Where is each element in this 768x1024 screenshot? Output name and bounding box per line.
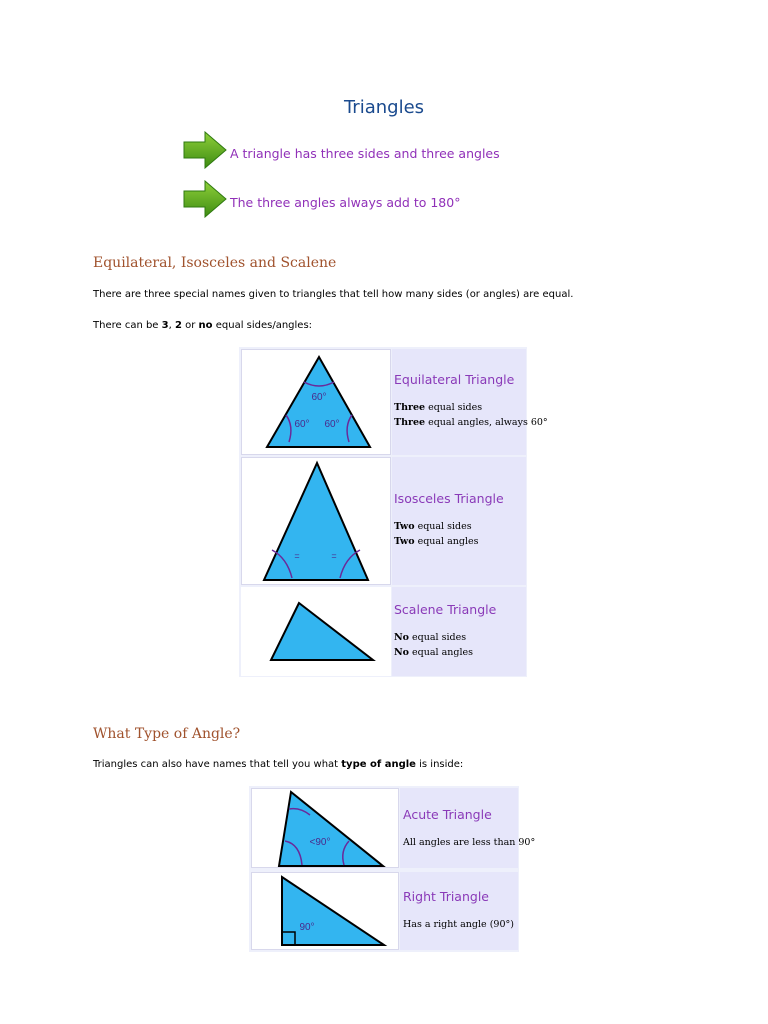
triangle-angles-text: Three equal angles, always 60° xyxy=(394,417,548,428)
fact-text: The three angles always add to 180° xyxy=(230,195,461,210)
triangle-sides-text: Three equal sides xyxy=(394,402,483,413)
section-heading: Equilateral, Isosceles and Scalene xyxy=(93,255,337,271)
triangle-angles-text: No equal angles xyxy=(394,647,473,658)
triangle-description: All angles are less than 90° xyxy=(403,837,536,848)
triangle-angles-text: Two equal angles xyxy=(394,536,479,547)
triangle-name: Acute Triangle xyxy=(403,807,492,822)
scalene-description xyxy=(392,587,526,676)
equilateral-description xyxy=(392,349,548,455)
right-image xyxy=(251,872,399,950)
isosceles-image xyxy=(241,457,391,585)
angle-label: = xyxy=(331,551,337,561)
triangle-name: Equilateral Triangle xyxy=(394,372,515,387)
fact-text: A triangle has three sides and three angles xyxy=(230,146,500,161)
equal-sides-paragraph: There can be 3, 2 or no equal sides/angles: xyxy=(93,320,313,331)
triangle-sides-text: Two equal sides xyxy=(394,521,472,532)
acute-description xyxy=(400,788,536,868)
angle-label: 60° xyxy=(324,419,340,430)
angle-label: <90° xyxy=(309,837,331,848)
isosceles-description xyxy=(392,457,526,585)
intro-paragraph: There are three special names given to triangles that tell how many sides (or angles) are equal. xyxy=(93,289,574,300)
triangle-name: Isosceles Triangle xyxy=(394,491,504,506)
triangle-name: Scalene Triangle xyxy=(394,602,497,617)
triangle-name: Right Triangle xyxy=(403,889,489,904)
scalene-image xyxy=(241,587,391,676)
section-heading: What Type of Angle? xyxy=(93,726,241,742)
right-description xyxy=(400,872,518,950)
page-title: Triangles xyxy=(343,97,425,118)
triangle-description: Has a right angle (90°) xyxy=(403,919,514,930)
triangle-sides-text: No equal sides xyxy=(394,632,467,643)
acute-image xyxy=(251,788,399,868)
angle-type-paragraph: Triangles can also have names that tell you what type of angle is inside: xyxy=(93,759,464,770)
green-arrow-icon xyxy=(183,180,227,218)
angle-label: 60° xyxy=(311,392,327,403)
angle-label: 90° xyxy=(299,922,315,933)
green-arrow-icon xyxy=(183,131,227,169)
angle-label: 60° xyxy=(294,419,310,430)
equilateral-image xyxy=(241,349,391,455)
angle-label: = xyxy=(294,551,300,561)
